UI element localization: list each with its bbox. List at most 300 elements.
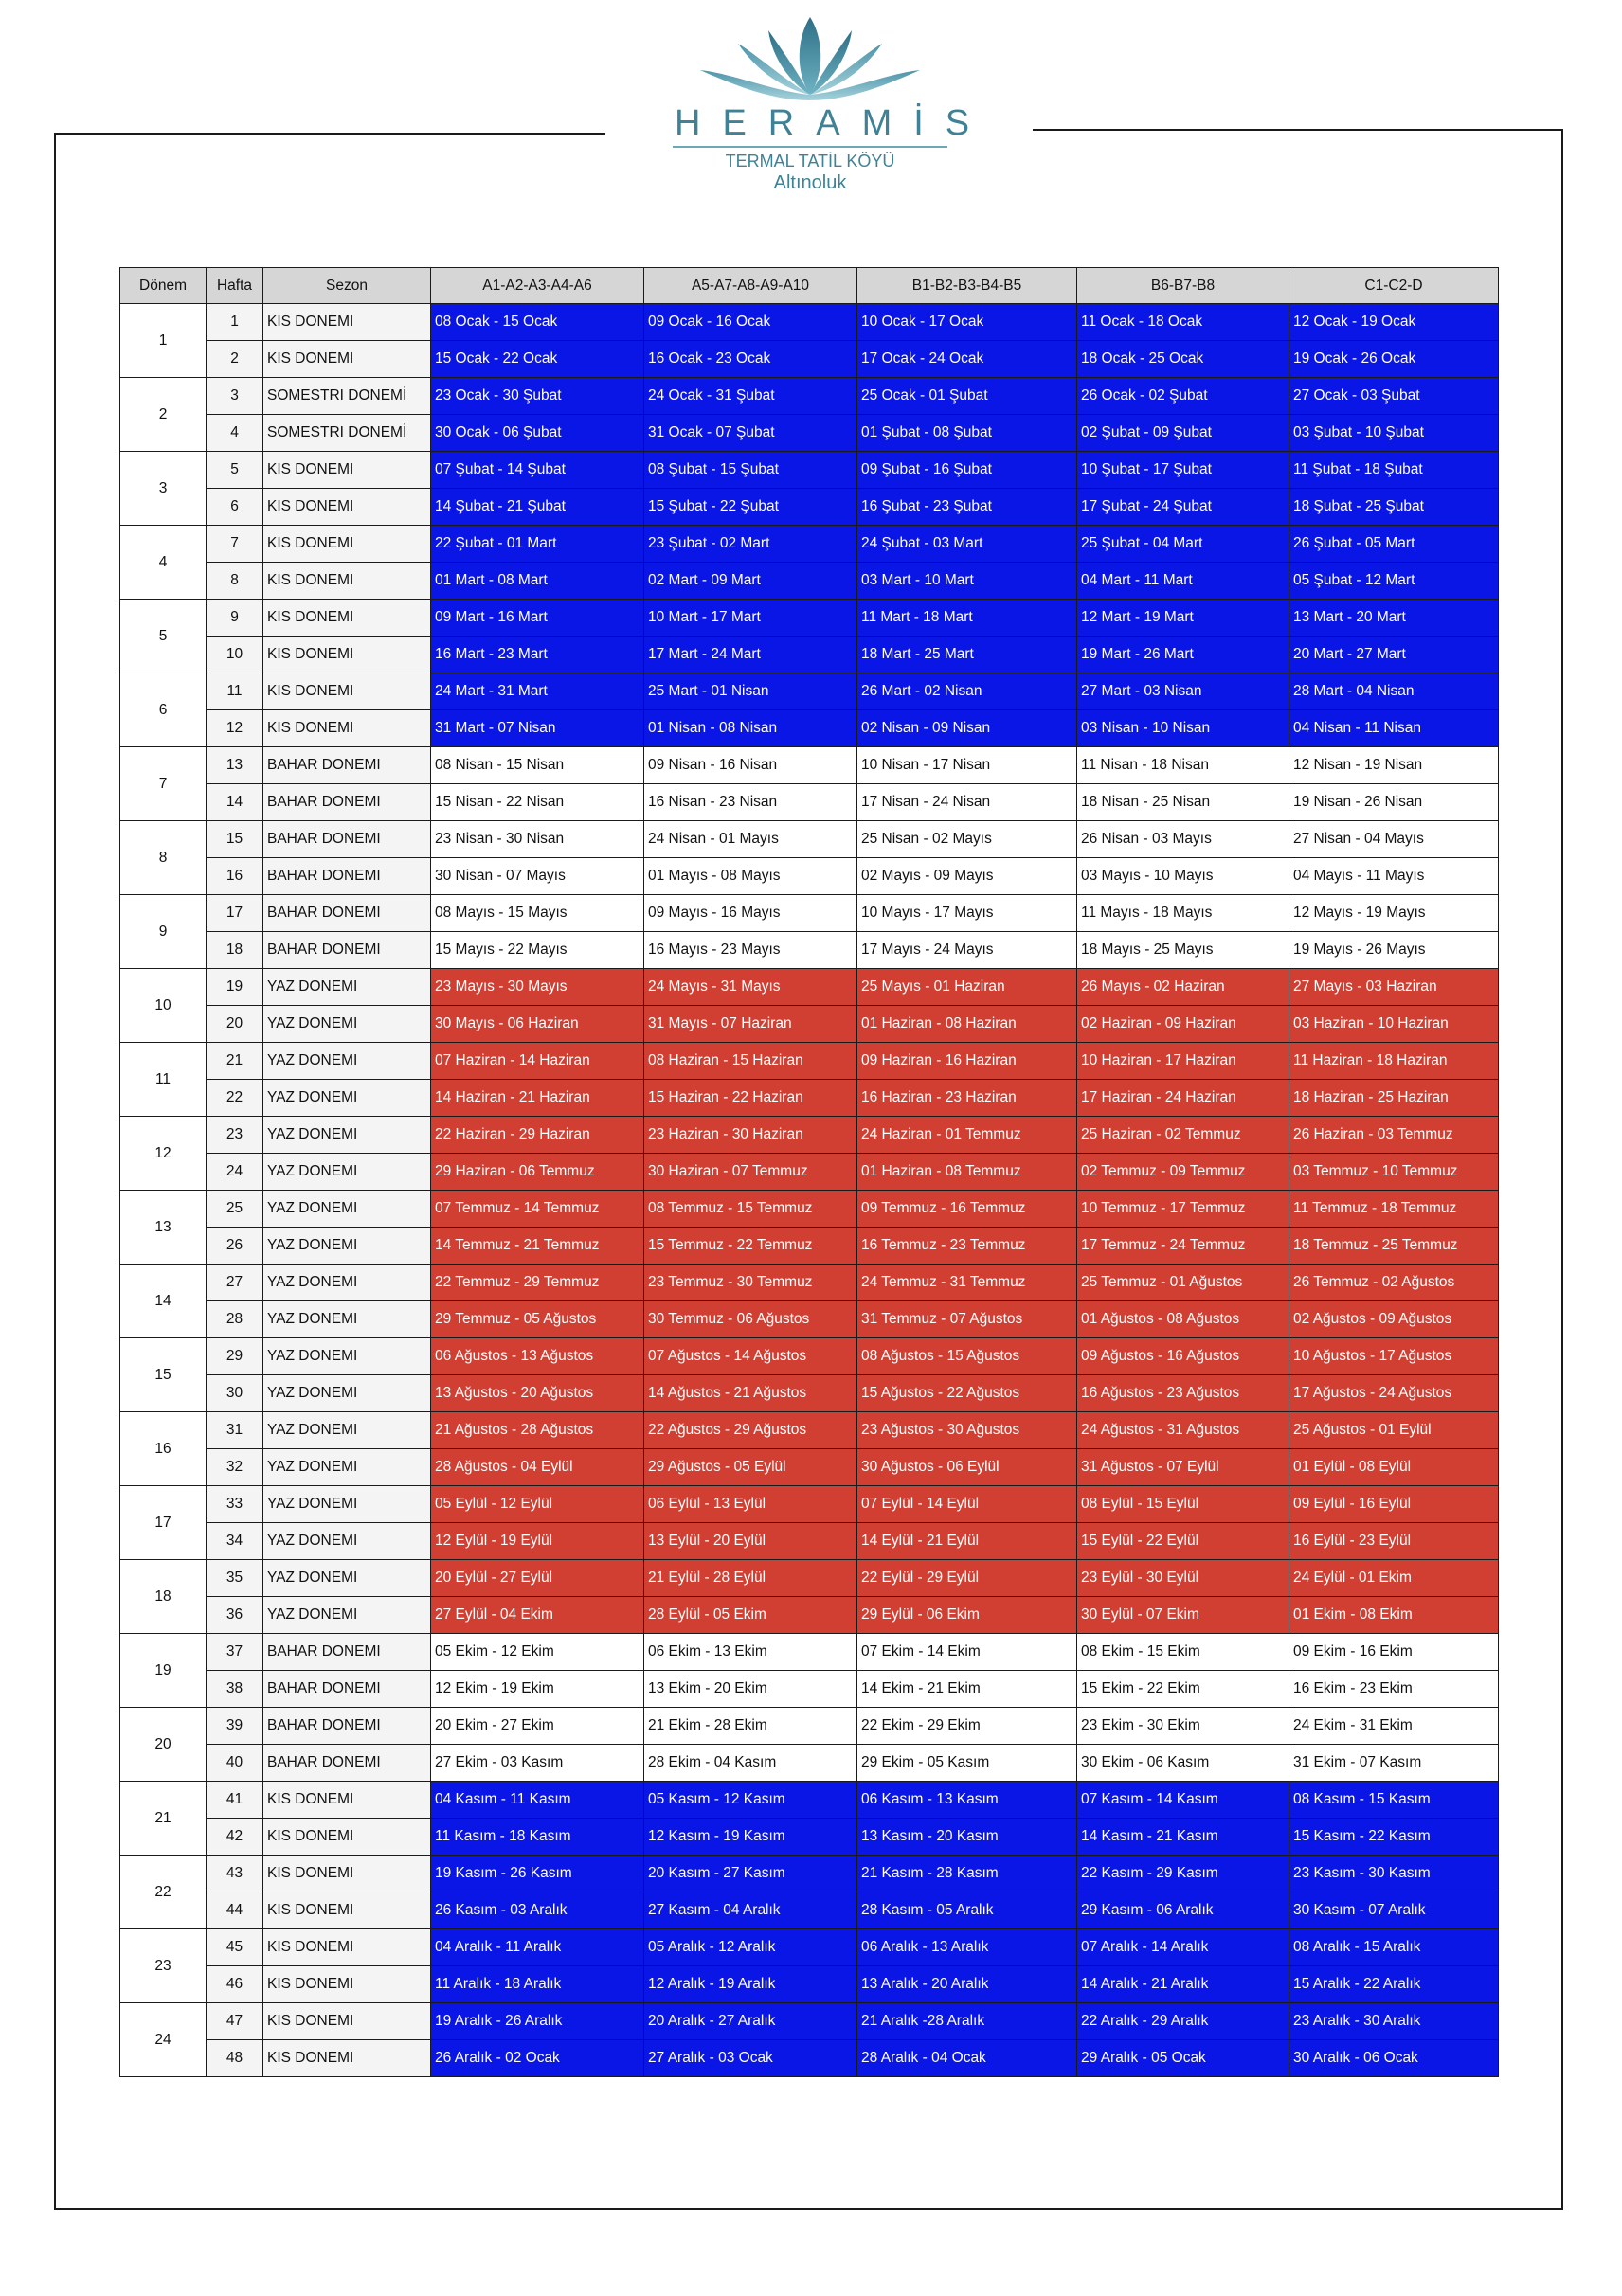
table-row	[120, 1228, 1499, 1265]
date-range-cell: 10 Ağustos - 17 Ağustos	[1289, 1338, 1499, 1375]
date-range-cell: 18 Haziran - 25 Haziran	[1289, 1080, 1499, 1117]
date-range-cell: 17 Haziran - 24 Haziran	[1077, 1080, 1289, 1117]
hafta-cell: 7	[207, 526, 263, 563]
table-row	[120, 1486, 1499, 1523]
date-range-cell: 20 Mart - 27 Mart	[1289, 637, 1499, 673]
sezon-cell: YAZ DONEMI	[263, 1523, 431, 1560]
date-range-cell: 10 Mart - 17 Mart	[644, 600, 857, 637]
date-range-cell: 02 Ağustos - 09 Ağustos	[1289, 1301, 1499, 1338]
date-range-cell: 21 Eylül - 28 Eylül	[644, 1560, 857, 1597]
hafta-cell: 30	[207, 1375, 263, 1412]
date-range-cell: 24 Temmuz - 31 Temmuz	[857, 1265, 1077, 1301]
date-range-cell: 05 Eylül - 12 Eylül	[431, 1486, 644, 1523]
sezon-cell: KIS DONEMI	[263, 452, 431, 489]
date-range-cell: 10 Temmuz - 17 Temmuz	[1077, 1191, 1289, 1228]
date-range-cell: 01 Mayıs - 08 Mayıs	[644, 858, 857, 895]
date-range-cell: 06 Ağustos - 13 Ağustos	[431, 1338, 644, 1375]
donem-cell: 1	[120, 304, 207, 378]
date-range-cell: 14 Temmuz - 21 Temmuz	[431, 1228, 644, 1265]
date-range-cell: 29 Aralık - 05 Ocak	[1077, 2040, 1289, 2077]
date-range-cell: 22 Kasım - 29 Kasım	[1077, 1856, 1289, 1892]
hafta-cell: 4	[207, 415, 263, 452]
hafta-cell: 47	[207, 2003, 263, 2040]
sezon-cell: YAZ DONEMI	[263, 1486, 431, 1523]
date-range-cell: 01 Şubat - 08 Şubat	[857, 415, 1077, 452]
date-range-cell: 03 Temmuz - 10 Temmuz	[1289, 1154, 1499, 1191]
date-range-cell: 28 Ekim - 04 Kasım	[644, 1745, 857, 1782]
date-range-cell: 10 Haziran - 17 Haziran	[1077, 1043, 1289, 1080]
table-row	[120, 1080, 1499, 1117]
date-range-cell: 28 Aralık - 04 Ocak	[857, 2040, 1077, 2077]
hafta-cell: 39	[207, 1708, 263, 1745]
table-row	[120, 637, 1499, 673]
table-row	[120, 858, 1499, 895]
date-range-cell: 11 Kasım - 18 Kasım	[431, 1819, 644, 1856]
sezon-cell: BAHAR DONEMI	[263, 821, 431, 858]
date-range-cell: 01 Haziran - 08 Haziran	[857, 1006, 1077, 1043]
table-row	[120, 821, 1499, 858]
date-range-cell: 20 Kasım - 27 Kasım	[644, 1856, 857, 1892]
column-header-group-a5: A5-A7-A8-A9-A10	[644, 268, 857, 304]
date-range-cell: 02 Haziran - 09 Haziran	[1077, 1006, 1289, 1043]
sezon-cell: KIS DONEMI	[263, 2003, 431, 2040]
date-range-cell: 08 Kasım - 15 Kasım	[1289, 1782, 1499, 1819]
sezon-cell: YAZ DONEMI	[263, 1412, 431, 1449]
date-range-cell: 23 Ağustos - 30 Ağustos	[857, 1412, 1077, 1449]
hafta-cell: 48	[207, 2040, 263, 2077]
date-range-cell: 22 Aralık - 29 Aralık	[1077, 2003, 1289, 2040]
date-range-cell: 26 Haziran - 03 Temmuz	[1289, 1117, 1499, 1154]
date-range-cell: 16 Ocak - 23 Ocak	[644, 341, 857, 378]
donem-cell: 14	[120, 1265, 207, 1338]
date-range-cell: 07 Temmuz - 14 Temmuz	[431, 1191, 644, 1228]
date-range-cell: 26 Nisan - 03 Mayıs	[1077, 821, 1289, 858]
donem-cell: 16	[120, 1412, 207, 1486]
table-row	[120, 1597, 1499, 1634]
date-range-cell: 27 Ekim - 03 Kasım	[431, 1745, 644, 1782]
date-range-cell: 23 Kasım - 30 Kasım	[1289, 1856, 1499, 1892]
sezon-cell: YAZ DONEMI	[263, 1560, 431, 1597]
date-range-cell: 13 Ekim - 20 Ekim	[644, 1671, 857, 1708]
table-row	[120, 1966, 1499, 2003]
frame-top-right-line	[1033, 129, 1563, 131]
brand-name: HERAMİS	[675, 103, 992, 143]
date-range-cell: 30 Eylül - 07 Ekim	[1077, 1597, 1289, 1634]
date-range-cell: 17 Mayıs - 24 Mayıs	[857, 932, 1077, 969]
date-range-cell: 30 Mayıs - 06 Haziran	[431, 1006, 644, 1043]
date-range-cell: 24 Eylül - 01 Ekim	[1289, 1560, 1499, 1597]
table-row	[120, 1265, 1499, 1301]
date-range-cell: 15 Temmuz - 22 Temmuz	[644, 1228, 857, 1265]
date-range-cell: 01 Mart - 08 Mart	[431, 563, 644, 600]
date-range-cell: 31 Ağustos - 07 Eylül	[1077, 1449, 1289, 1486]
hafta-cell: 42	[207, 1819, 263, 1856]
date-range-cell: 12 Eylül - 19 Eylül	[431, 1523, 644, 1560]
sezon-cell: KIS DONEMI	[263, 1856, 431, 1892]
sezon-cell: YAZ DONEMI	[263, 1006, 431, 1043]
table-row	[120, 526, 1499, 563]
date-range-cell: 26 Ocak - 02 Şubat	[1077, 378, 1289, 415]
date-range-cell: 01 Nisan - 08 Nisan	[644, 710, 857, 747]
table-row	[120, 304, 1499, 341]
date-range-cell: 23 Ekim - 30 Ekim	[1077, 1708, 1289, 1745]
date-range-cell: 15 Ekim - 22 Ekim	[1077, 1671, 1289, 1708]
date-range-cell: 03 Mayıs - 10 Mayıs	[1077, 858, 1289, 895]
table-row	[120, 1449, 1499, 1486]
date-range-cell: 21 Ekim - 28 Ekim	[644, 1708, 857, 1745]
date-range-cell: 24 Nisan - 01 Mayıs	[644, 821, 857, 858]
date-range-cell: 19 Ocak - 26 Ocak	[1289, 341, 1499, 378]
date-range-cell: 05 Ekim - 12 Ekim	[431, 1634, 644, 1671]
hafta-cell: 5	[207, 452, 263, 489]
date-range-cell: 10 Mayıs - 17 Mayıs	[857, 895, 1077, 932]
date-range-cell: 22 Şubat - 01 Mart	[431, 526, 644, 563]
table-row	[120, 710, 1499, 747]
date-range-cell: 31 Ekim - 07 Kasım	[1289, 1745, 1499, 1782]
table-row	[120, 1634, 1499, 1671]
date-range-cell: 16 Haziran - 23 Haziran	[857, 1080, 1077, 1117]
date-range-cell: 15 Şubat - 22 Şubat	[644, 489, 857, 526]
date-range-cell: 24 Haziran - 01 Temmuz	[857, 1117, 1077, 1154]
sezon-cell: KIS DONEMI	[263, 710, 431, 747]
date-range-cell: 08 Haziran - 15 Haziran	[644, 1043, 857, 1080]
date-range-cell: 11 Haziran - 18 Haziran	[1289, 1043, 1499, 1080]
date-range-cell: 05 Kasım - 12 Kasım	[644, 1782, 857, 1819]
hafta-cell: 40	[207, 1745, 263, 1782]
donem-cell: 5	[120, 600, 207, 673]
frame-left-line	[54, 133, 56, 2210]
sezon-cell: YAZ DONEMI	[263, 969, 431, 1006]
hafta-cell: 21	[207, 1043, 263, 1080]
date-range-cell: 24 Şubat - 03 Mart	[857, 526, 1077, 563]
date-range-cell: 28 Ağustos - 04 Eylül	[431, 1449, 644, 1486]
donem-cell: 24	[120, 2003, 207, 2077]
date-range-cell: 16 Mart - 23 Mart	[431, 637, 644, 673]
donem-cell: 7	[120, 747, 207, 821]
date-range-cell: 30 Ağustos - 06 Eylül	[857, 1449, 1077, 1486]
date-range-cell: 06 Kasım - 13 Kasım	[857, 1782, 1077, 1819]
sezon-cell: SOMESTRI DONEMİ	[263, 378, 431, 415]
sezon-cell: KIS DONEMI	[263, 489, 431, 526]
column-header-donem: Dönem	[120, 268, 207, 304]
sezon-cell: YAZ DONEMI	[263, 1265, 431, 1301]
hafta-cell: 41	[207, 1782, 263, 1819]
date-range-cell: 14 Aralık - 21 Aralık	[1077, 1966, 1289, 2003]
date-range-cell: 30 Haziran - 07 Temmuz	[644, 1154, 857, 1191]
table-row	[120, 1892, 1499, 1929]
date-range-cell: 29 Temmuz - 05 Ağustos	[431, 1301, 644, 1338]
date-range-cell: 22 Haziran - 29 Haziran	[431, 1117, 644, 1154]
date-range-cell: 15 Kasım - 22 Kasım	[1289, 1819, 1499, 1856]
date-range-cell: 12 Kasım - 19 Kasım	[644, 1819, 857, 1856]
table-row	[120, 600, 1499, 637]
date-range-cell: 20 Aralık - 27 Aralık	[644, 2003, 857, 2040]
date-range-cell: 17 Ağustos - 24 Ağustos	[1289, 1375, 1499, 1412]
brand-location: Altınoluk	[773, 172, 847, 193]
date-range-cell: 09 Ocak - 16 Ocak	[644, 304, 857, 341]
date-range-cell: 09 Nisan - 16 Nisan	[644, 747, 857, 784]
date-range-cell: 15 Aralık - 22 Aralık	[1289, 1966, 1499, 2003]
date-range-cell: 07 Eylül - 14 Eylül	[857, 1486, 1077, 1523]
donem-cell: 21	[120, 1782, 207, 1856]
table-row	[120, 969, 1499, 1006]
table-row	[120, 1523, 1499, 1560]
hafta-cell: 9	[207, 600, 263, 637]
table-row	[120, 1117, 1499, 1154]
table-row	[120, 673, 1499, 710]
date-range-cell: 11 Aralık - 18 Aralık	[431, 1966, 644, 2003]
date-range-cell: 13 Kasım - 20 Kasım	[857, 1819, 1077, 1856]
date-range-cell: 19 Aralık - 26 Aralık	[431, 2003, 644, 2040]
brand-subtitle: TERMAL TATİL KÖYÜ	[725, 152, 895, 170]
date-range-cell: 23 Ocak - 30 Şubat	[431, 378, 644, 415]
table-row	[120, 1782, 1499, 1819]
sezon-cell: YAZ DONEMI	[263, 1375, 431, 1412]
date-range-cell: 21 Aralık -28 Aralık	[857, 2003, 1077, 2040]
sezon-cell: KIS DONEMI	[263, 1782, 431, 1819]
date-range-cell: 19 Mart - 26 Mart	[1077, 637, 1289, 673]
date-range-cell: 11 Temmuz - 18 Temmuz	[1289, 1191, 1499, 1228]
date-range-cell: 11 Mart - 18 Mart	[857, 600, 1077, 637]
sezon-cell: BAHAR DONEMI	[263, 1745, 431, 1782]
date-range-cell: 19 Mayıs - 26 Mayıs	[1289, 932, 1499, 969]
date-range-cell: 23 Haziran - 30 Haziran	[644, 1117, 857, 1154]
date-range-cell: 15 Haziran - 22 Haziran	[644, 1080, 857, 1117]
date-range-cell: 15 Ağustos - 22 Ağustos	[857, 1375, 1077, 1412]
date-range-cell: 05 Aralık - 12 Aralık	[644, 1929, 857, 1966]
date-range-cell: 27 Eylül - 04 Ekim	[431, 1597, 644, 1634]
table-row	[120, 1338, 1499, 1375]
date-range-cell: 28 Kasım - 05 Aralık	[857, 1892, 1077, 1929]
date-range-cell: 12 Aralık - 19 Aralık	[644, 1966, 857, 2003]
date-range-cell: 01 Ekim - 08 Ekim	[1289, 1597, 1499, 1634]
date-range-cell: 17 Nisan - 24 Nisan	[857, 784, 1077, 821]
hafta-cell: 28	[207, 1301, 263, 1338]
date-range-cell: 01 Ağustos - 08 Ağustos	[1077, 1301, 1289, 1338]
date-range-cell: 25 Temmuz - 01 Ağustos	[1077, 1265, 1289, 1301]
date-range-cell: 15 Mayıs - 22 Mayıs	[431, 932, 644, 969]
date-range-cell: 08 Şubat - 15 Şubat	[644, 452, 857, 489]
hafta-cell: 45	[207, 1929, 263, 1966]
date-range-cell: 14 Şubat - 21 Şubat	[431, 489, 644, 526]
date-range-cell: 02 Temmuz - 09 Temmuz	[1077, 1154, 1289, 1191]
table-header-row	[120, 268, 1499, 304]
hafta-cell: 44	[207, 1892, 263, 1929]
date-range-cell: 05 Şubat - 12 Mart	[1289, 563, 1499, 600]
table-row	[120, 1375, 1499, 1412]
table-row	[120, 378, 1499, 415]
hafta-cell: 14	[207, 784, 263, 821]
sezon-cell: YAZ DONEMI	[263, 1301, 431, 1338]
date-range-cell: 04 Mart - 11 Mart	[1077, 563, 1289, 600]
date-range-cell: 26 Mart - 02 Nisan	[857, 673, 1077, 710]
frame-top-left-line	[54, 133, 605, 135]
date-range-cell: 08 Ocak - 15 Ocak	[431, 304, 644, 341]
date-range-cell: 30 Nisan - 07 Mayıs	[431, 858, 644, 895]
hafta-cell: 3	[207, 378, 263, 415]
date-range-cell: 08 Ekim - 15 Ekim	[1077, 1634, 1289, 1671]
date-range-cell: 07 Ağustos - 14 Ağustos	[644, 1338, 857, 1375]
date-range-cell: 13 Aralık - 20 Aralık	[857, 1966, 1077, 2003]
table-row	[120, 489, 1499, 526]
donem-cell: 15	[120, 1338, 207, 1412]
sezon-cell: KIS DONEMI	[263, 526, 431, 563]
hafta-cell: 35	[207, 1560, 263, 1597]
table-row	[120, 747, 1499, 784]
date-range-cell: 09 Temmuz - 16 Temmuz	[857, 1191, 1077, 1228]
date-range-cell: 25 Haziran - 02 Temmuz	[1077, 1117, 1289, 1154]
timeshare-schedule-table	[119, 267, 1499, 2077]
donem-cell: 23	[120, 1929, 207, 2003]
date-range-cell: 17 Şubat - 24 Şubat	[1077, 489, 1289, 526]
hafta-cell: 18	[207, 932, 263, 969]
date-range-cell: 22 Temmuz - 29 Temmuz	[431, 1265, 644, 1301]
hafta-cell: 34	[207, 1523, 263, 1560]
date-range-cell: 23 Aralık - 30 Aralık	[1289, 2003, 1499, 2040]
date-range-cell: 10 Şubat - 17 Şubat	[1077, 452, 1289, 489]
date-range-cell: 15 Nisan - 22 Nisan	[431, 784, 644, 821]
hafta-cell: 22	[207, 1080, 263, 1117]
table-row	[120, 1745, 1499, 1782]
table-row	[120, 1006, 1499, 1043]
frame-right-line	[1561, 129, 1563, 2210]
date-range-cell: 09 Eylül - 16 Eylül	[1289, 1486, 1499, 1523]
date-range-cell: 03 Şubat - 10 Şubat	[1289, 415, 1499, 452]
date-range-cell: 02 Nisan - 09 Nisan	[857, 710, 1077, 747]
column-header-group-c1: C1-C2-D	[1289, 268, 1499, 304]
date-range-cell: 27 Kasım - 04 Aralık	[644, 1892, 857, 1929]
donem-cell: 2	[120, 378, 207, 452]
table-row	[120, 452, 1499, 489]
date-range-cell: 24 Ekim - 31 Ekim	[1289, 1708, 1499, 1745]
hafta-cell: 24	[207, 1154, 263, 1191]
table-row	[120, 1560, 1499, 1597]
brand-underline	[673, 146, 947, 148]
date-range-cell: 23 Mayıs - 30 Mayıs	[431, 969, 644, 1006]
table-row	[120, 1856, 1499, 1892]
hafta-cell: 1	[207, 304, 263, 341]
table-row	[120, 563, 1499, 600]
table-row	[120, 1154, 1499, 1191]
date-range-cell: 16 Eylül - 23 Eylül	[1289, 1523, 1499, 1560]
sezon-cell: KIS DONEMI	[263, 2040, 431, 2077]
sezon-cell: BAHAR DONEMI	[263, 1671, 431, 1708]
date-range-cell: 28 Mart - 04 Nisan	[1289, 673, 1499, 710]
date-range-cell: 22 Ağustos - 29 Ağustos	[644, 1412, 857, 1449]
date-range-cell: 14 Eylül - 21 Eylül	[857, 1523, 1077, 1560]
date-range-cell: 31 Mart - 07 Nisan	[431, 710, 644, 747]
table-row	[120, 341, 1499, 378]
hafta-cell: 13	[207, 747, 263, 784]
sezon-cell: YAZ DONEMI	[263, 1191, 431, 1228]
hafta-cell: 19	[207, 969, 263, 1006]
date-range-cell: 14 Ağustos - 21 Ağustos	[644, 1375, 857, 1412]
column-header-group-a1: A1-A2-A3-A4-A6	[431, 268, 644, 304]
date-range-cell: 31 Ocak - 07 Şubat	[644, 415, 857, 452]
date-range-cell: 17 Mart - 24 Mart	[644, 637, 857, 673]
date-range-cell: 01 Haziran - 08 Temmuz	[857, 1154, 1077, 1191]
donem-cell: 10	[120, 969, 207, 1043]
date-range-cell: 04 Aralık - 11 Aralık	[431, 1929, 644, 1966]
table-row	[120, 1671, 1499, 1708]
sezon-cell: YAZ DONEMI	[263, 1080, 431, 1117]
date-range-cell: 16 Mayıs - 23 Mayıs	[644, 932, 857, 969]
date-range-cell: 04 Kasım - 11 Kasım	[431, 1782, 644, 1819]
date-range-cell: 20 Ekim - 27 Ekim	[431, 1708, 644, 1745]
sezon-cell: YAZ DONEMI	[263, 1597, 431, 1634]
donem-cell: 4	[120, 526, 207, 600]
date-range-cell: 03 Nisan - 10 Nisan	[1077, 710, 1289, 747]
date-range-cell: 07 Aralık - 14 Aralık	[1077, 1929, 1289, 1966]
sezon-cell: KIS DONEMI	[263, 1819, 431, 1856]
date-range-cell: 26 Kasım - 03 Aralık	[431, 1892, 644, 1929]
hafta-cell: 8	[207, 563, 263, 600]
date-range-cell: 30 Ekim - 06 Kasım	[1077, 1745, 1289, 1782]
hafta-cell: 25	[207, 1191, 263, 1228]
date-range-cell: 19 Kasım - 26 Kasım	[431, 1856, 644, 1892]
sezon-cell: BAHAR DONEMI	[263, 1708, 431, 1745]
date-range-cell: 03 Haziran - 10 Haziran	[1289, 1006, 1499, 1043]
date-range-cell: 02 Mayıs - 09 Mayıs	[857, 858, 1077, 895]
date-range-cell: 16 Ağustos - 23 Ağustos	[1077, 1375, 1289, 1412]
donem-cell: 22	[120, 1856, 207, 1929]
date-range-cell: 12 Mart - 19 Mart	[1077, 600, 1289, 637]
date-range-cell: 26 Aralık - 02 Ocak	[431, 2040, 644, 2077]
table-row	[120, 895, 1499, 932]
date-range-cell: 18 Temmuz - 25 Temmuz	[1289, 1228, 1499, 1265]
date-range-cell: 12 Ekim - 19 Ekim	[431, 1671, 644, 1708]
table-row	[120, 2003, 1499, 2040]
date-range-cell: 08 Aralık - 15 Aralık	[1289, 1929, 1499, 1966]
date-range-cell: 29 Ekim - 05 Kasım	[857, 1745, 1077, 1782]
date-range-cell: 23 Şubat - 02 Mart	[644, 526, 857, 563]
frame-bottom-line	[54, 2208, 1563, 2210]
date-range-cell: 10 Nisan - 17 Nisan	[857, 747, 1077, 784]
date-range-cell: 16 Temmuz - 23 Temmuz	[857, 1228, 1077, 1265]
donem-cell: 20	[120, 1708, 207, 1782]
donem-cell: 12	[120, 1117, 207, 1191]
hafta-cell: 37	[207, 1634, 263, 1671]
date-range-cell: 14 Kasım - 21 Kasım	[1077, 1819, 1289, 1856]
date-range-cell: 12 Nisan - 19 Nisan	[1289, 747, 1499, 784]
hafta-cell: 31	[207, 1412, 263, 1449]
date-range-cell: 11 Mayıs - 18 Mayıs	[1077, 895, 1289, 932]
hafta-cell: 36	[207, 1597, 263, 1634]
sezon-cell: KIS DONEMI	[263, 1929, 431, 1966]
hafta-cell: 23	[207, 1117, 263, 1154]
sezon-cell: BAHAR DONEMI	[263, 1634, 431, 1671]
table-row	[120, 932, 1499, 969]
date-range-cell: 03 Mart - 10 Mart	[857, 563, 1077, 600]
sezon-cell: BAHAR DONEMI	[263, 858, 431, 895]
table-row	[120, 1929, 1499, 1966]
date-range-cell: 20 Eylül - 27 Eylül	[431, 1560, 644, 1597]
sezon-cell: KIS DONEMI	[263, 600, 431, 637]
date-range-cell: 14 Haziran - 21 Haziran	[431, 1080, 644, 1117]
hafta-cell: 43	[207, 1856, 263, 1892]
date-range-cell: 18 Nisan - 25 Nisan	[1077, 784, 1289, 821]
date-range-cell: 04 Nisan - 11 Nisan	[1289, 710, 1499, 747]
column-header-group-b6: B6-B7-B8	[1077, 268, 1289, 304]
date-range-cell: 13 Mart - 20 Mart	[1289, 600, 1499, 637]
column-header-group-b1: B1-B2-B3-B4-B5	[857, 268, 1077, 304]
donem-cell: 9	[120, 895, 207, 969]
date-range-cell: 04 Mayıs - 11 Mayıs	[1289, 858, 1499, 895]
hafta-cell: 2	[207, 341, 263, 378]
date-range-cell: 08 Nisan - 15 Nisan	[431, 747, 644, 784]
hafta-cell: 10	[207, 637, 263, 673]
date-range-cell: 08 Temmuz - 15 Temmuz	[644, 1191, 857, 1228]
